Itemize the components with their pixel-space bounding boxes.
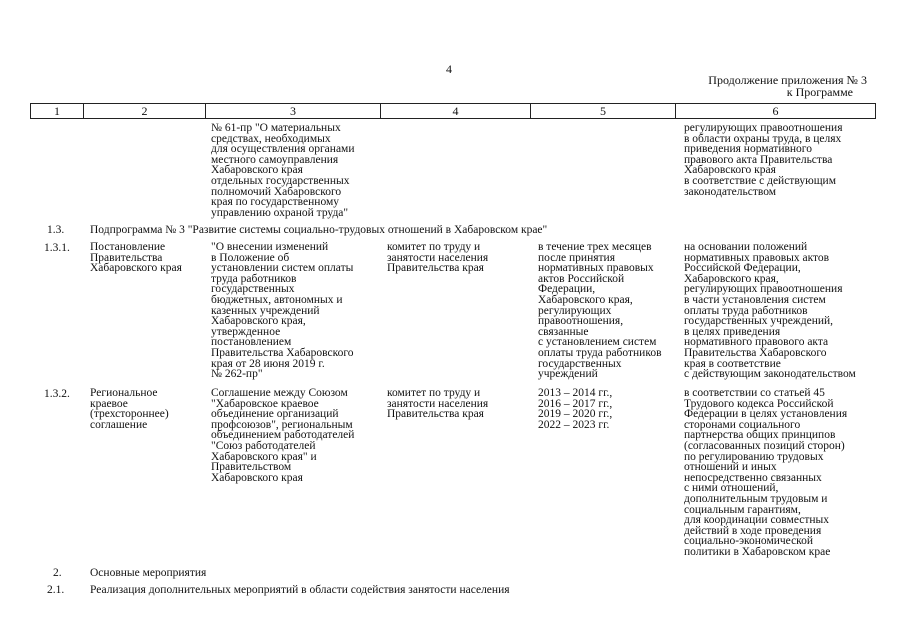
subprogram-number: 1.3. — [47, 224, 65, 236]
subprogram-title: Подпрограмма № 3 "Развитие системы социально-трудовых отношений в Хабаровском крае" — [90, 224, 548, 236]
column-number-6: 6 — [676, 104, 876, 119]
column-number-1: 1 — [31, 104, 84, 119]
row-executor: комитет по труду и занятости населения Правительства края — [387, 387, 489, 421]
section-title: Реализация дополнительных мероприятий в области содействия занятости населения — [90, 584, 510, 596]
section-title: Основные мероприятия — [90, 567, 207, 579]
appendix-header-line1: Продолжение приложения № 3 — [708, 73, 867, 87]
column-number-row — [30, 103, 876, 119]
row-description: Соглашение между Союзом "Хабаровское краевое объединение организаций профсоюзов", региональным объединением работодателей "Союз работодателей Хабаровского края" и Правительством Хабаровского края — [211, 387, 355, 484]
row-name: Региональное краевое (трехстороннее) соглашение — [90, 387, 169, 431]
row-number: 1.3.2. — [44, 388, 70, 400]
row-executor: комитет по труду и занятости населения Правительства края — [387, 241, 489, 275]
row-basis: в соответствии со статьей 45 Трудового кодекса Российской Федерации в целях установления сторонами социального партнерства общих принципов (согласованных позиций сторон) по регулированию трудовых отношений и иных непосредственно связанных с ними отношений, дополнительным трудовым и социальным гарантиям, для координации совместных действий в ходе проведения социально-экономической политики в Хабаровском крае — [684, 387, 848, 558]
continuation-basis: регулирующих правоотношения в области охраны труда, в целях приведения нормативного правового акта Правительства Хабаровского края в соответствие с действующим законодательством — [684, 122, 843, 198]
row-deadline: 2013 – 2014 гг., 2016 – 2017 гг., 2019 – 2020 гг., 2022 – 2023 гг. — [538, 387, 613, 431]
section-number: 2. — [53, 567, 62, 579]
row-name: Постановление Правительства Хабаровского края — [90, 241, 182, 275]
appendix-header-line2: к Программе — [786, 85, 853, 99]
appendix-header — [708, 74, 867, 98]
row-deadline: в течение трех месяцев после принятия нормативных правовых актов Российской Федерации, Хабаровского края, регулирующих правоотношения, связанные с установлением систем оплаты труда работников государственных учреждений — [538, 241, 662, 381]
column-number-5: 5 — [531, 104, 676, 119]
column-number-3: 3 — [206, 104, 381, 119]
row-description: "О внесении изменений в Положение об установлении систем оплаты труда работников государственных бюджетных, автономных и казенных учреждений Хабаровского края, утвержденное постановлением Правительства Хабаровского края от 28 июня 2019 г. № 262-пр" — [211, 241, 354, 381]
column-number-4: 4 — [381, 104, 531, 119]
column-number-2: 2 — [84, 104, 206, 119]
row-basis: на основании положений нормативных правовых актов Российской Федерации, Хабаровского края, регулирующих правоотношения в части установления систем оплаты труда работников государственных учреждений, в целях приведения нормативного правового акта Правительства Хабаровского края в соответствие с действующим законодательством — [684, 241, 856, 381]
page-number: 4 — [446, 62, 452, 76]
section-number: 2.1. — [47, 584, 65, 596]
row-number: 1.3.1. — [44, 242, 70, 254]
continuation-description: № 61-пр "О материальных средствах, необходимых для осуществления органами местного самоуправления Хабаровского края отдельных государственных полномочий Хабаровского края по государственному управлению охраной труда" — [211, 122, 355, 219]
